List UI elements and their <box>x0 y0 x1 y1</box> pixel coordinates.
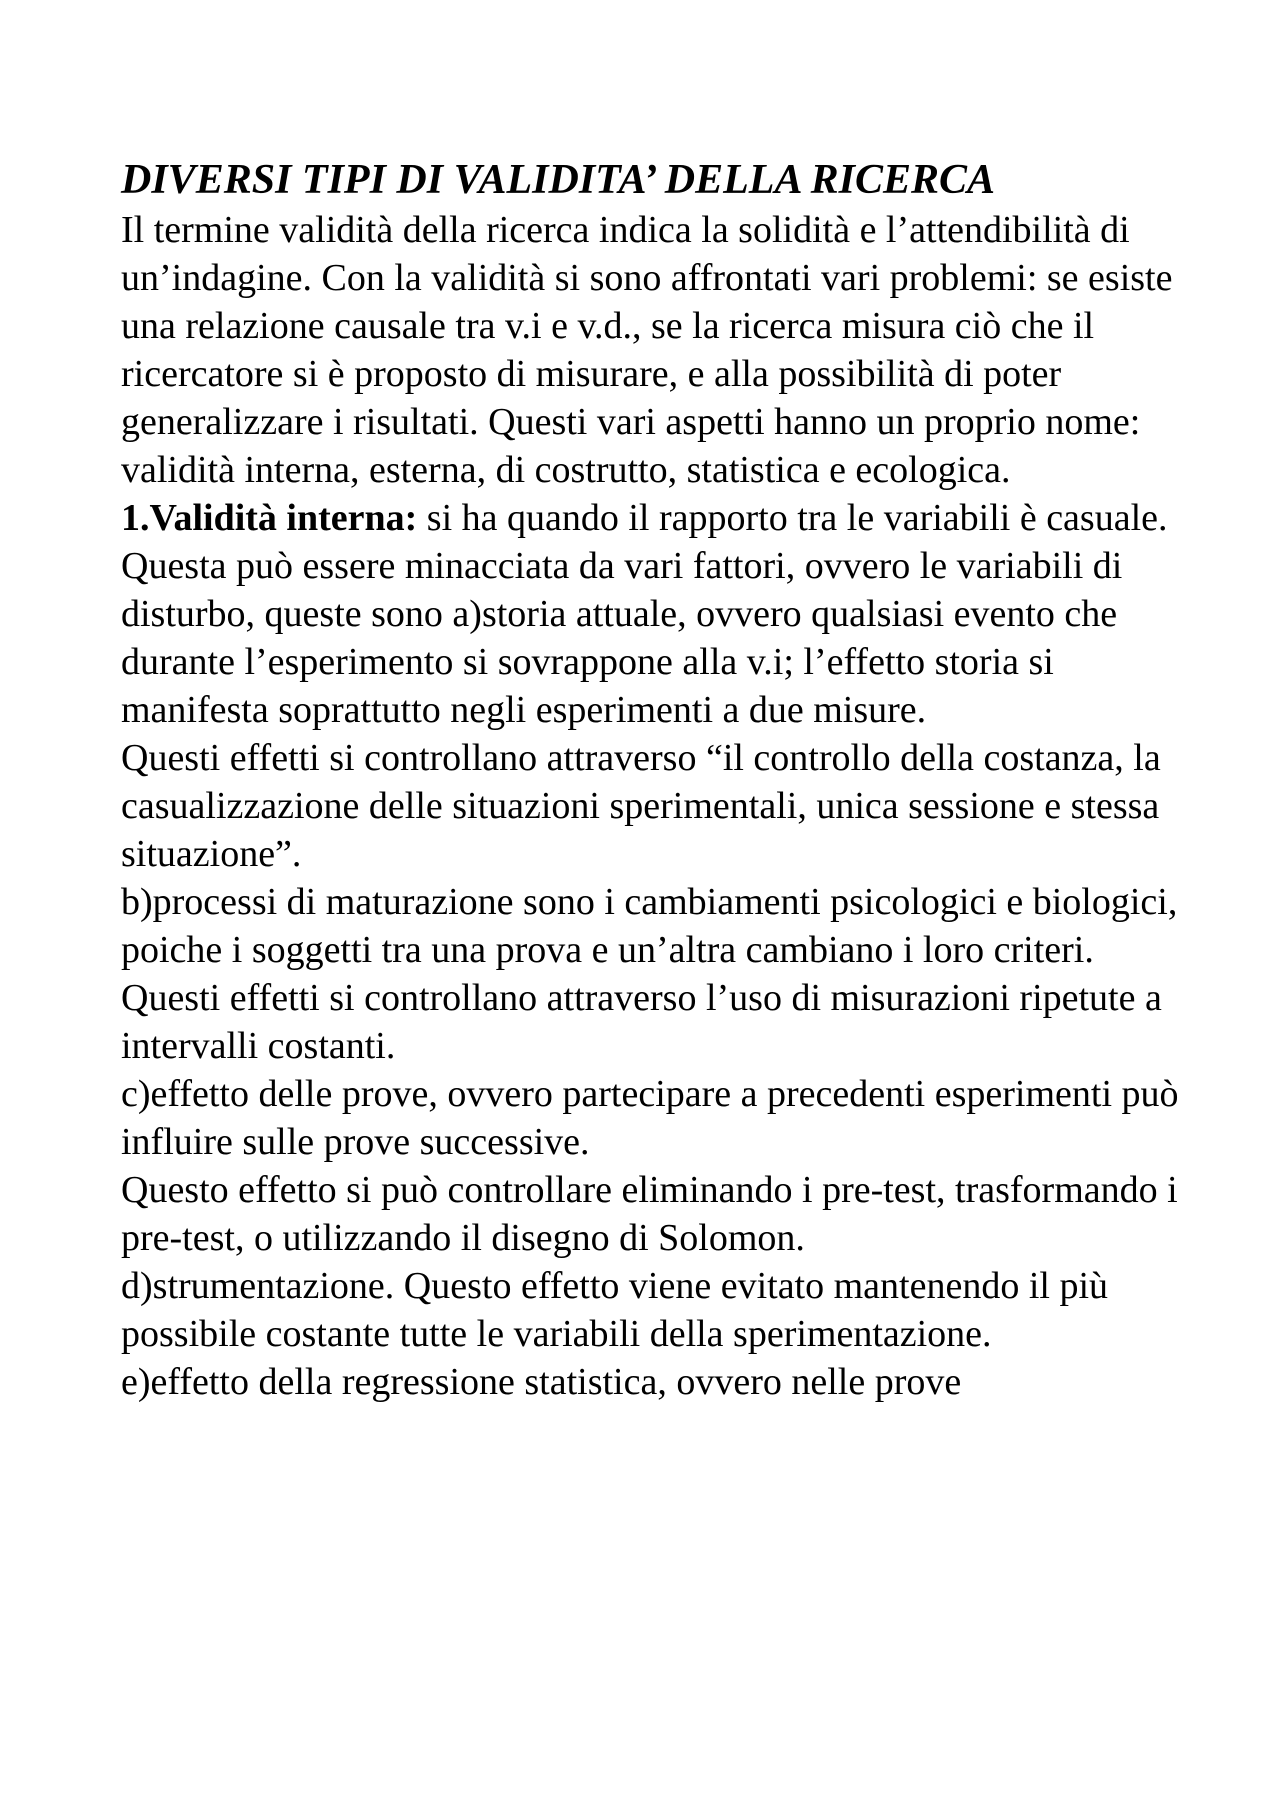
paragraph-instrumentation <box>121 1262 1181 1358</box>
paragraph-intro <box>121 206 1181 494</box>
paragraph-maturation <box>121 878 1181 974</box>
paragraph-text: Questi effetti si controllano attraverso “il controllo della costanza, la casualizzazione delle situazioni sperimentali, unica sessione e stessa situazione”. <box>121 737 1161 875</box>
paragraph-text: d)strumentazione. Questo effetto viene evitato mantenendo il più possibile costante tutte le variabili della sperimentazione. <box>121 1265 1108 1355</box>
paragraph-text: e)effetto della regressione statistica, ovvero nelle prove <box>121 1361 962 1403</box>
paragraph-text: Questi effetti si controllano attraverso l’uso di misurazioni ripetute a intervalli costanti. <box>121 977 1162 1067</box>
document-page <box>121 154 1181 1406</box>
section-heading-internal-validity: 1.Validità interna: <box>121 497 418 539</box>
paragraph-text: Questo effetto si può controllare eliminando i pre-test, trasformando i pre-test, o utilizzando il disegno di Solomon. <box>121 1169 1178 1259</box>
paragraph-text: Il termine validità della ricerca indica la solidità e l’attendibilità di un’indagine. Con la validità si sono affrontati vari problemi: se esiste una relazione causale tra v.i e v.d., se la ricerca misura ciò che il ricercatore si è proposto di misurare, e alla possibilità di poter generalizzare i risultati. Questi vari aspetti hanno un proprio nome: validità interna, esterna, di costrutto, statistica e ecologica. <box>121 209 1173 491</box>
paragraph-text: c)effetto delle prove, ovvero partecipare a precedenti esperimenti può influire sulle prove successive. <box>121 1073 1179 1163</box>
paragraph-text: b)processi di maturazione sono i cambiamenti psicologici e biologici, poiche i soggetti tra una prova e un’altra cambiano i loro criteri. <box>121 881 1178 971</box>
paragraph-text: si ha quando il rapporto tra le variabili è casuale. Questa può essere minacciata da vari fattori, ovvero le variabili di disturbo, queste sono a)storia attuale, ovvero qualsiasi evento che durante l’esperimento si sovrappone alla v.i; l’effetto storia si manifesta soprattutto negli esperimenti a due misure. <box>121 497 1168 731</box>
paragraph-internal-validity <box>121 494 1181 734</box>
document-title: DIVERSI TIPI DI VALIDITA’ DELLA RICERCA <box>121 157 996 203</box>
paragraph-regression <box>121 1358 1181 1406</box>
paragraph-control-maturation <box>121 974 1181 1070</box>
paragraph-control-history <box>121 734 1181 878</box>
paragraph-control-testing <box>121 1166 1181 1262</box>
paragraph-testing-effect <box>121 1070 1181 1166</box>
